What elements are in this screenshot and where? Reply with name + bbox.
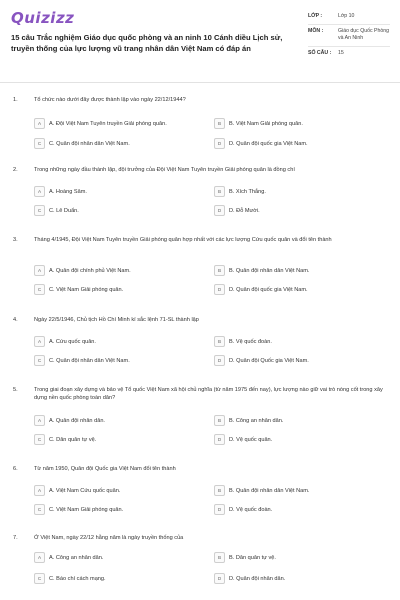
question-number: 7.: [13, 535, 18, 541]
option-letter-badge: D: [214, 284, 225, 295]
option-a[interactable]: [34, 117, 204, 130]
option-letter-badge: C: [34, 138, 45, 149]
option-text: B. Quân đội nhân dân Việt Nam.: [229, 267, 310, 274]
option-text: A. Quân đội nhân dân.: [49, 417, 105, 424]
option-text: A. Cứu quốc quân.: [49, 338, 96, 345]
option-text: C. Báo chí cách mạng.: [49, 575, 106, 582]
option-c[interactable]: [34, 354, 204, 367]
option-text: A. Công an nhân dân.: [49, 554, 104, 561]
option-c[interactable]: [34, 283, 204, 296]
option-text: C. Dân quân tự vệ.: [49, 436, 97, 443]
option-letter-badge: B: [214, 552, 225, 563]
option-text: C. Lê Duẩn.: [49, 207, 79, 214]
option-a[interactable]: [34, 335, 204, 348]
meta-value: Giáo dục Quốc Phòng và An Ninh: [338, 28, 390, 41]
meta-label: MÔN :: [308, 28, 324, 34]
meta-label: LỚP :: [308, 13, 323, 19]
option-a[interactable]: [34, 185, 204, 198]
option-letter-badge: C: [34, 205, 45, 216]
option-letter-badge: A: [34, 336, 45, 347]
option-text: A. Việt Nam Cứu quốc quân.: [49, 487, 121, 494]
option-b[interactable]: [214, 484, 384, 497]
option-text: D. Quân đội quốc gia Việt Nam.: [229, 140, 308, 147]
option-letter-badge: D: [214, 138, 225, 149]
option-d[interactable]: [214, 572, 384, 585]
option-text: B. Việt Nam Giải phóng quân.: [229, 120, 303, 127]
option-d[interactable]: [214, 354, 384, 367]
meta-row-grade: [308, 10, 390, 25]
option-a[interactable]: [34, 264, 204, 277]
meta-row-count: [308, 47, 390, 61]
option-text: A. Đội Việt Nam Tuyên truyền Giải phóng quân.: [49, 120, 167, 127]
option-c[interactable]: [34, 572, 204, 585]
option-letter-badge: A: [34, 186, 45, 197]
option-letter-badge: D: [214, 355, 225, 366]
page-title: 15 câu Trắc nghiệm Giáo dục quốc phòng và an ninh 10 Cánh diều Lịch sử, truyền thống của lực lượng vũ trang nhân dân Việt Nam có đáp án: [11, 33, 283, 53]
quizizz-logo: Quizizz: [11, 9, 75, 27]
question-number: 2.: [13, 167, 18, 173]
option-b[interactable]: [214, 335, 384, 348]
question-text: Từ năm 1950, Quân đội Quốc gia Việt Nam đổi tên thành: [34, 466, 176, 472]
option-text: B. Xích Thắng.: [229, 188, 266, 195]
option-d[interactable]: [214, 503, 384, 516]
option-text: D. Quân đội quốc gia Việt Nam.: [229, 286, 308, 293]
question-text: Tháng 4/1945, Đội Việt Nam Tuyên truyền Giải phóng quân hợp nhất với các lực lượng Cứu quốc quân và đổi tên thành: [34, 237, 332, 243]
option-a[interactable]: [34, 484, 204, 497]
option-d[interactable]: [214, 137, 384, 150]
question-number: 1.: [13, 97, 18, 103]
option-text: B. Quân đội nhân dân Việt Nam.: [229, 487, 310, 494]
option-letter-badge: A: [34, 415, 45, 426]
option-letter-badge: B: [214, 415, 225, 426]
option-letter-badge: D: [214, 205, 225, 216]
option-text: C. Việt Nam Giải phóng quân.: [49, 286, 124, 293]
question-text: Ngày 22/5/1946, Chủ tịch Hồ Chí Minh kí sắc lệnh 71-SL thành lập: [34, 317, 199, 323]
option-c[interactable]: [34, 204, 204, 217]
option-letter-badge: D: [214, 434, 225, 445]
option-text: B. Công an nhân dân.: [229, 417, 284, 424]
option-letter-badge: B: [214, 265, 225, 276]
option-b[interactable]: [214, 117, 384, 130]
option-text: D. Vệ quốc đoàn.: [229, 506, 273, 513]
option-c[interactable]: [34, 137, 204, 150]
option-letter-badge: A: [34, 265, 45, 276]
option-a[interactable]: [34, 414, 204, 427]
option-text: A. Quân đội chính phủ Việt Nam.: [49, 267, 131, 274]
option-c[interactable]: [34, 503, 204, 516]
option-d[interactable]: [214, 433, 384, 446]
option-text: C. Việt Nam Giải phóng quân.: [49, 506, 124, 513]
meta-value: Lớp 10: [338, 13, 355, 19]
question-number: 3.: [13, 237, 18, 243]
question-text: Trong những ngày đầu thành lập, đội trưởng của Đội Việt Nam Tuyên truyền Giải phóng quân là đồng chí: [34, 167, 295, 173]
option-b[interactable]: [214, 551, 384, 564]
option-text: B. Dân quân tự vệ.: [229, 554, 276, 561]
option-text: A. Hoàng Sâm.: [49, 188, 87, 195]
option-letter-badge: B: [214, 186, 225, 197]
question-text: Tổ chức nào dưới đây được thành lập vào ngày 22/12/1944?: [34, 97, 186, 103]
option-letter-badge: B: [214, 336, 225, 347]
meta-label: SỐ CÂU :: [308, 50, 332, 56]
option-letter-badge: A: [34, 485, 45, 496]
option-letter-badge: D: [214, 573, 225, 584]
option-letter-badge: C: [34, 504, 45, 515]
option-text: D. Quân đội Quốc gia Việt Nam.: [229, 357, 309, 364]
question-number: 4.: [13, 317, 18, 323]
question-text: Ở Việt Nam, ngày 22/12 hằng năm là ngày truyền thống của: [34, 535, 184, 541]
option-text: C. Quân đội nhân dân Việt Nam.: [49, 357, 130, 364]
option-letter-badge: B: [214, 118, 225, 129]
option-letter-badge: A: [34, 118, 45, 129]
option-letter-badge: C: [34, 573, 45, 584]
option-d[interactable]: [214, 204, 384, 217]
meta-value: 15: [338, 50, 344, 56]
page-header: [0, 0, 400, 83]
option-b[interactable]: [214, 414, 384, 427]
option-letter-badge: A: [34, 552, 45, 563]
question-number: 5.: [13, 387, 18, 393]
option-c[interactable]: [34, 433, 204, 446]
quiz-meta-table: [308, 10, 390, 61]
option-letter-badge: C: [34, 434, 45, 445]
meta-row-subject: [308, 25, 390, 47]
option-letter-badge: C: [34, 355, 45, 366]
option-text: D. Vệ quốc quân.: [229, 436, 273, 443]
option-letter-badge: D: [214, 504, 225, 515]
option-letter-badge: B: [214, 485, 225, 496]
option-a[interactable]: [34, 551, 204, 564]
option-b[interactable]: [214, 185, 384, 198]
option-text: B. Vệ quốc đoàn.: [229, 338, 272, 345]
option-d[interactable]: [214, 283, 384, 296]
option-text: C. Quân đội nhân dân Việt Nam.: [49, 140, 130, 147]
option-b[interactable]: [214, 264, 384, 277]
option-letter-badge: C: [34, 284, 45, 295]
question-number: 6.: [13, 466, 18, 472]
option-text: D. Đỗ Mười.: [229, 207, 260, 214]
option-text: D. Quân đội nhân dân.: [229, 575, 286, 582]
question-text: Trong giai đoạn xây dựng và bảo vệ Tổ quốc Việt Nam xã hội chủ nghĩa (từ năm 1975 đến nay), lực lượng nào giữ vai trò nòng cốt trong xây dựng nền quốc phòng toàn dân?: [34, 387, 383, 401]
